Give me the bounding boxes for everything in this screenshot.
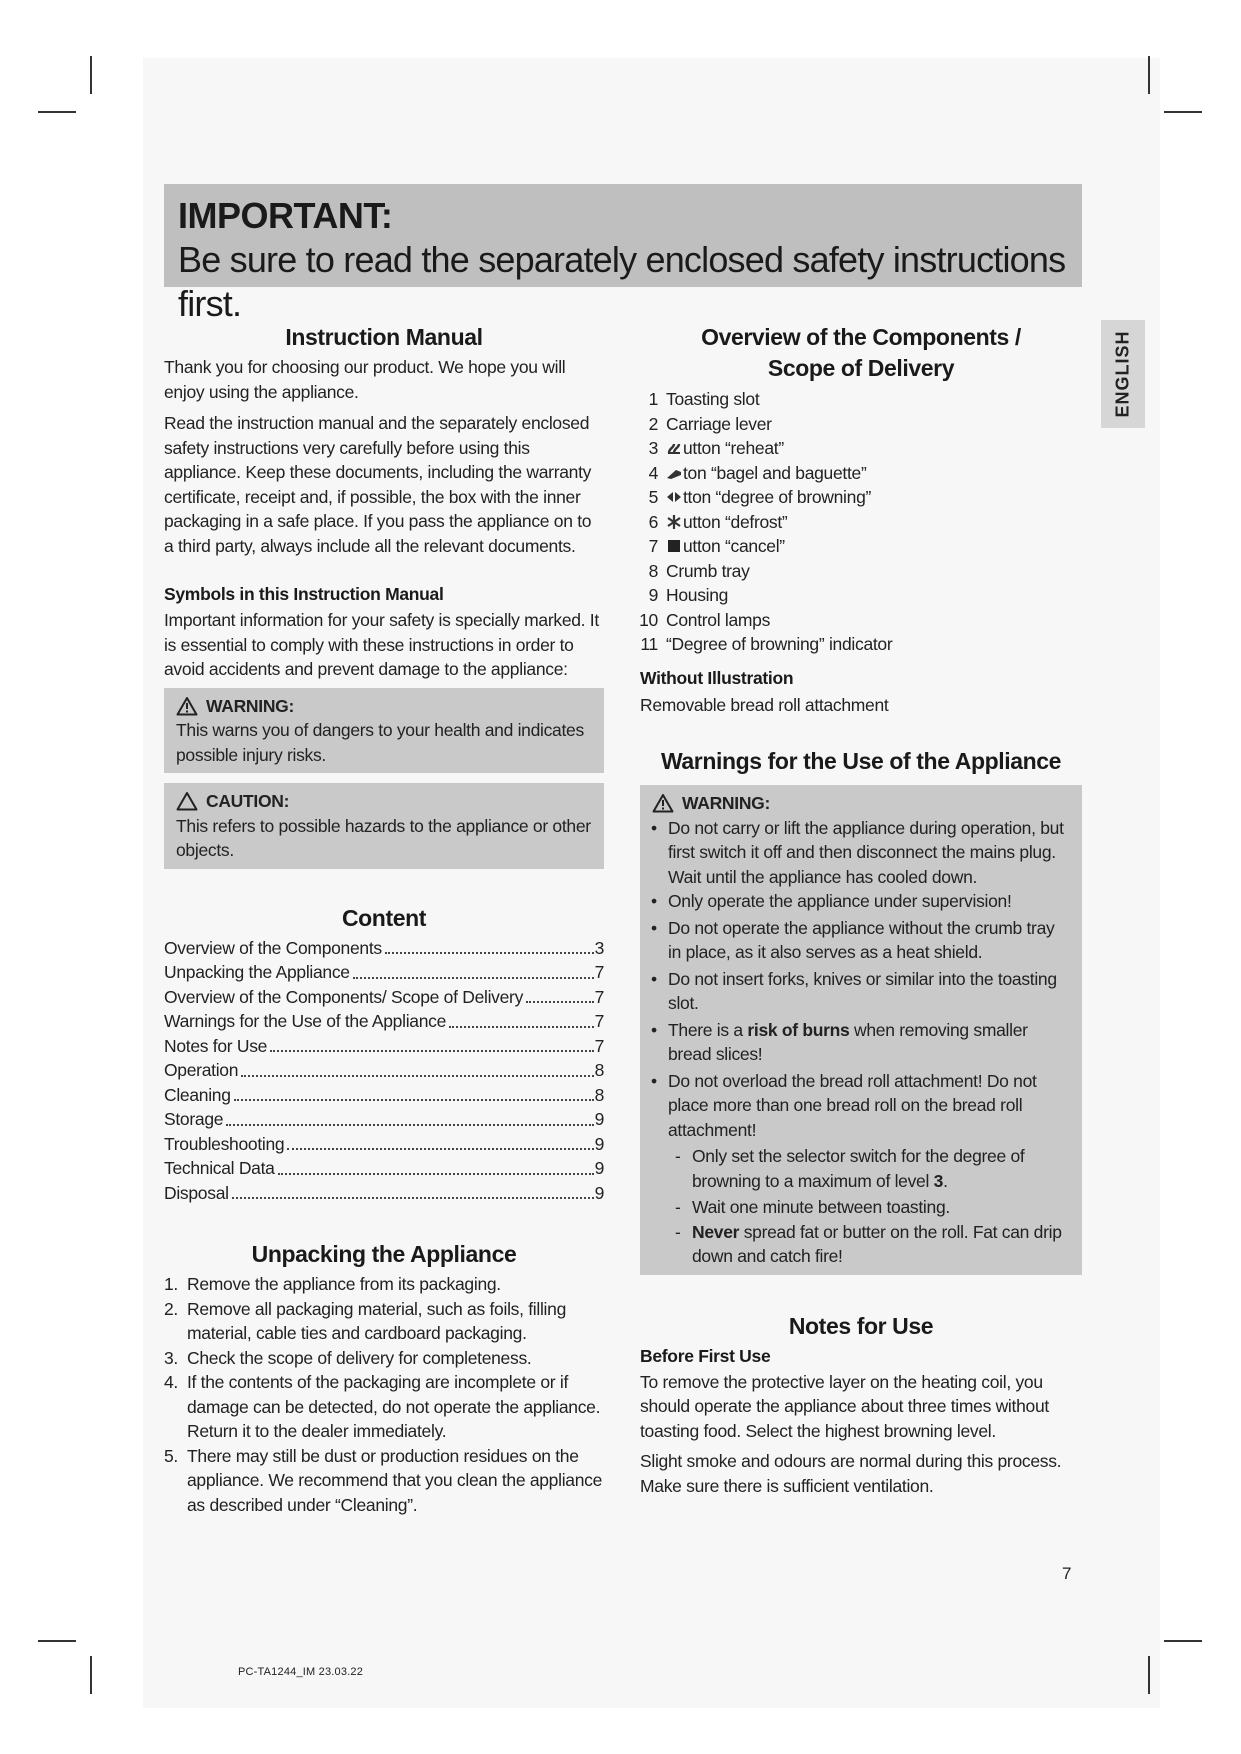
caution-box — [164, 783, 604, 869]
crop-mark — [90, 56, 92, 94]
list-item: 2 Carriage lever — [648, 413, 772, 434]
caution-triangle-icon — [176, 791, 198, 811]
without-illustration-heading: Without Illustration — [640, 667, 794, 688]
warnings-label: WARNING: — [682, 793, 771, 813]
crop-mark — [1164, 111, 1202, 113]
important-banner — [164, 184, 1082, 324]
list-item: 5 tton “degree of browning” — [648, 487, 872, 507]
warning-header — [176, 694, 592, 719]
list-item: 1. Remove the appliance from its packaging. — [164, 1274, 501, 1294]
without-illustration-text: Removable bread roll attachment — [640, 694, 889, 715]
warning-box — [164, 688, 604, 774]
list-item: - Wait one minute between toasting. — [675, 1197, 950, 1217]
warnings-header — [644, 791, 1070, 816]
crop-mark — [1148, 1656, 1150, 1694]
list-item: 1 Toasting slot — [648, 389, 760, 409]
list-item: • Do not carry or lift the appliance during operation, but first switch it off and then disconnect the mains plug. Wait until the appliance has cooled down. — [644, 816, 1070, 890]
read-manual-text: Read the instruction manual and the separately enclosed safety instructions very carefully before using this appliance. Keep these documents, including the warranty certificate, receipt and, if possible, the box with the inner packaging in a safe place. If you pass the appliance on to a third party, always include all the relevant documents. — [164, 413, 592, 556]
unpacking-heading: Unpacking the Appliance — [251, 1241, 517, 1267]
intro-text: Thank you for choosing our product. We hope you will enjoy using the appliance. — [164, 357, 566, 402]
reheat-icon — [666, 441, 682, 455]
list-item: - Never spread fat or butter on the roll. Fat can drip down and catch fire! — [675, 1221, 1062, 1266]
list-item: 5. There may still be dust or production residues on the appliance. We recommend that you clean the appliance as described under “Cleaning”. — [164, 1445, 603, 1515]
cancel-icon — [666, 539, 682, 553]
crop-mark — [1148, 56, 1150, 94]
symbols-heading: Symbols in this Instruction Manual — [164, 584, 444, 604]
crop-mark — [90, 1656, 92, 1694]
list-item: 7 utton “cancel” — [648, 536, 785, 556]
list-item: 11 “Degree of browning” indicator — [640, 634, 893, 654]
notes-text-1: To remove the protective layer on the heating coil, you should operate the appliance about three times without toasting food. Select the highest browning level. — [640, 1371, 1049, 1441]
crop-mark — [1164, 1640, 1202, 1642]
unpacking-steps — [164, 1272, 604, 1517]
list-item: 9 Housing — [648, 585, 729, 605]
crop-mark — [38, 1640, 76, 1642]
list-item: • Do not insert forks, knives or similar into the toasting slot. — [644, 967, 1070, 1016]
list-item: • Do not operate the appliance without the crumb tray in place, as it also serves as a heat shield. — [644, 916, 1070, 965]
left-column — [164, 322, 604, 1517]
toc-row[interactable]: Disposal 9 — [164, 1182, 604, 1203]
list-item: 6 utton “defrost” — [648, 511, 788, 532]
language-tab — [1101, 320, 1145, 428]
list-item: 4 ton “bagel and baguette” — [648, 462, 867, 483]
browning-icon — [666, 490, 682, 504]
toc-row[interactable]: Technical Data 9 — [164, 1158, 604, 1178]
warning-label: WARNING: — [206, 695, 295, 716]
banner-subtitle: Be sure to read the separately enclosed safety instructions first. — [178, 239, 1066, 324]
warnings-list — [644, 816, 1070, 1143]
toc-row[interactable]: Unpacking the Appliance 7 — [164, 962, 604, 982]
warning-triangle-icon — [652, 793, 674, 813]
list-item: 3 utton “reheat” — [648, 438, 784, 458]
language-label: ENGLISH — [1112, 330, 1133, 418]
toc-row[interactable]: Overview of the Components/ Scope of Delivery 7 — [164, 986, 604, 1007]
notes-text-2: Slight smoke and odours are normal during this process. Make sure there is sufficient ventilation. — [640, 1451, 1062, 1496]
warning-triangle-icon — [176, 696, 198, 716]
toc-row[interactable]: Troubleshooting 9 — [164, 1133, 604, 1154]
content-heading: Content — [341, 904, 427, 931]
list-item: • Only operate the appliance under supervision! — [644, 889, 1070, 914]
symbols-text: Important information for your safety is specially marked. It is essential to comply with these instructions in order to avoid accidents and prevent damage to the appliance: — [164, 610, 599, 679]
toc-row[interactable]: Warnings for the Use of the Appliance 7 — [164, 1011, 604, 1031]
document-footer: PC-TA1244_IM 23.03.22 — [238, 1666, 364, 1678]
toc-row[interactable]: Storage 9 — [164, 1109, 604, 1129]
list-item: - Only set the selector switch for the degree of browning to a maximum of level 3. — [675, 1146, 1025, 1191]
banner-title: IMPORTANT: — [178, 195, 393, 236]
overview-heading: Overview of the Components / Scope of Delivery — [701, 324, 1021, 381]
warnings-box — [640, 785, 1082, 1275]
warnings-heading: Warnings for the Use of the Appliance — [660, 748, 1062, 774]
toc-row[interactable]: Cleaning 8 — [164, 1084, 604, 1105]
list-item: 8 Crumb tray — [648, 560, 750, 581]
level-value: 3 — [933, 1170, 944, 1191]
list-item: • Do not overload the bread roll attachment! Do not place more than one bread roll on the bread roll attachment! — [644, 1069, 1070, 1143]
list-item: • There is a risk of burns when removing smaller bread slices! — [644, 1018, 1070, 1067]
defrost-icon — [666, 515, 682, 529]
table-of-contents — [164, 936, 604, 1206]
list-item: 3. Check the scope of delivery for completeness. — [164, 1347, 532, 1368]
list-item: 10 Control lamps — [639, 609, 771, 630]
crop-mark — [38, 111, 76, 113]
right-column — [640, 322, 1082, 1498]
bagel-icon — [666, 466, 682, 480]
toc-row[interactable]: Operation 8 — [164, 1060, 604, 1080]
notes-heading: Notes for Use — [788, 1312, 934, 1339]
list-item: 4. If the contents of the packaging are incomplete or if damage can be detected, do not operate the appliance. Return it to the dealer immediately. — [164, 1372, 601, 1441]
list-item: 2. Remove all packaging material, such as foils, filling material, cable ties and cardboard packaging. — [164, 1298, 567, 1343]
instruction-manual-heading: Instruction Manual — [285, 324, 483, 350]
component-list — [640, 387, 1082, 657]
roll-attachment-sublist — [644, 1144, 1070, 1269]
toc-row[interactable]: Notes for Use 7 — [164, 1035, 604, 1056]
before-first-use-heading: Before First Use — [640, 1345, 771, 1366]
caution-header — [176, 789, 592, 814]
caution-label: CAUTION: — [206, 791, 290, 811]
warning-text: This warns you of dangers to your health and indicates possible injury risks. — [176, 720, 584, 765]
caution-text: This refers to possible hazards to the appliance or other objects. — [176, 815, 591, 860]
toc-row[interactable]: Overview of the Components 3 — [164, 937, 604, 958]
page-number: 7 — [1062, 1564, 1072, 1583]
